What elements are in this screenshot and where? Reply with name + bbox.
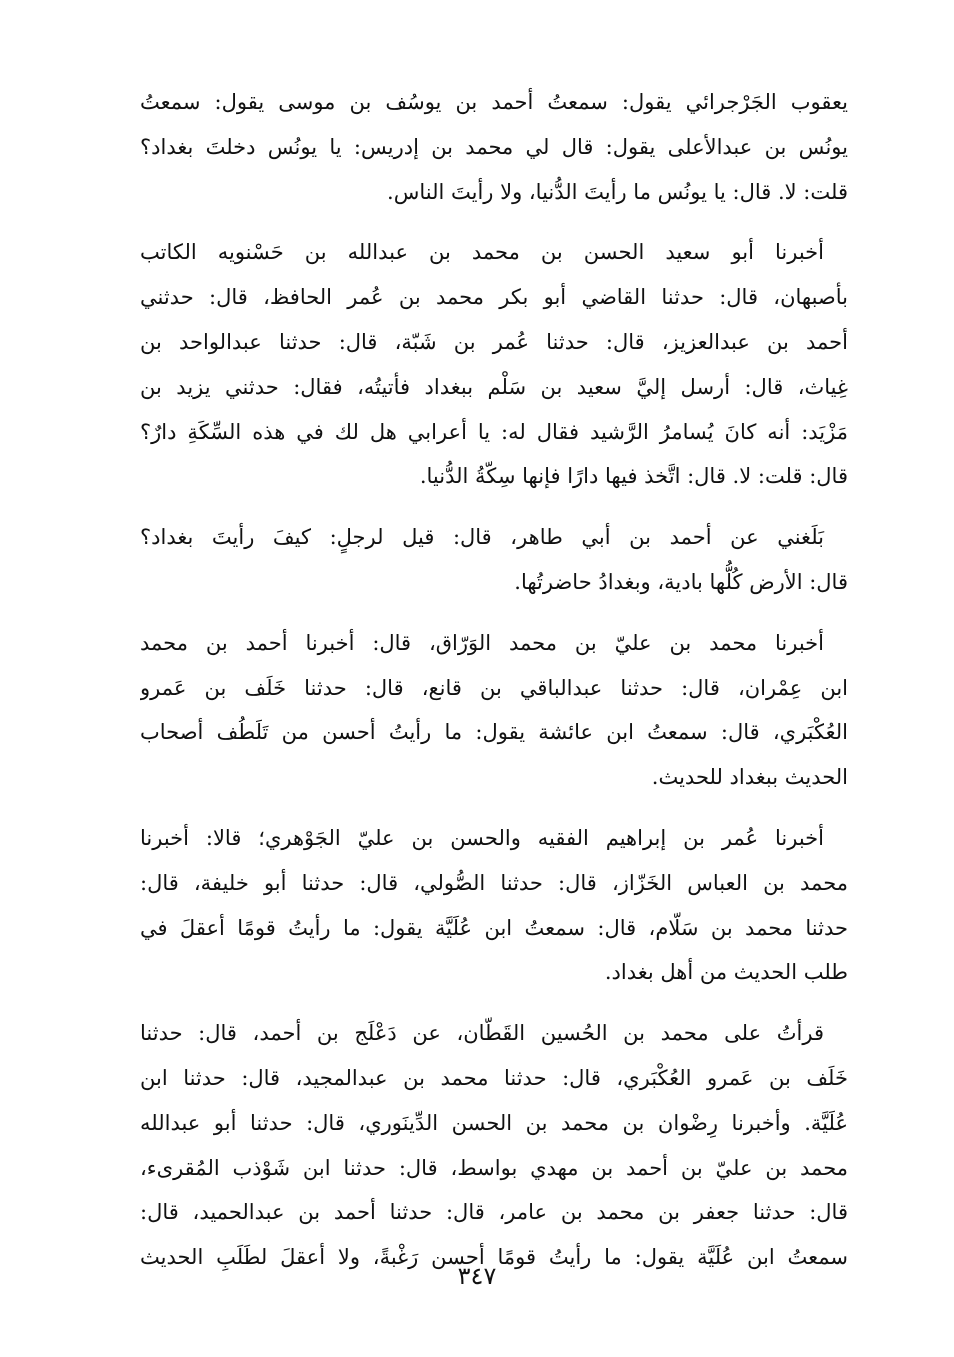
text-line: ابن عِمْران، قال: حدثنا عبدالباقي بن قانع، قال: حدثنا خَلَف بن عَمرو (140, 675, 848, 700)
paragraph (140, 816, 848, 995)
text-line: قرأتُ على محمد بن الحُسين القَطّان، عن دَعْلَج بن أحمد، قال: حدثنا (140, 1021, 824, 1046)
text-line: أخبرنا أبو سعيد الحسن بن محمد بن عبدالله بن حَسْنويه الكاتب (140, 240, 824, 265)
text-line: أحمد بن عبدالعزيز، قال: حدثنا عُمر بن شَبّة، قال: حدثنا عبدالواحد بن (140, 329, 848, 354)
text-line: الحديث ببغداد للحديث. (651, 765, 848, 790)
text-line: العُكْبَري، قال: سمعتُ ابن عائشة يقول: ما رأيتُ أحسن من تَلَطُف أصحاب (140, 720, 848, 745)
text-line: يونُس بن عبدالأعلى يقول: قال لي محمد بن إدريس: يا يونُس دخلتَ بغداد؟ (140, 134, 848, 159)
text-line: سمعتُ ابن عُلَيَّة يقول: ما رأيتُ قومًا أحسن رَغْبةً، ولا أعقلَ لطَلَبِ الحديث (140, 1245, 848, 1270)
text-line: مَزْيَد: أنه كانَ يُسامرُ الرَّشيد فقال له: يا أعرابي هل لك في هذه السِّكَةِ دارٌ؟ (140, 419, 848, 444)
paragraph (140, 515, 848, 605)
paragraph (140, 621, 848, 800)
text-line: قال: حدثنا جعفر بن محمد بن عامر، قال: حدثنا أحمد بن عبدالحميد، قال: (140, 1200, 848, 1225)
body-text (140, 80, 848, 1280)
text-line: محمد بن العباس الخَزّاز، قال: حدثنا الصُّولي، قال: حدثنا أبو خليفة، قال: (140, 870, 848, 895)
text-line: بأصبهان، قال: حدثنا القاضي أبو بكر محمد بن عُمر الحافظ، قال: حدثني (140, 285, 848, 310)
page-number: ٣٤٧ (457, 1262, 497, 1290)
text-line: طلب الحديث من أهل بغداد. (604, 960, 848, 985)
text-line: محمد بن عليّ بن أحمد بن مهدي بواسط، قال: حدثنا ابن شَوْذب المُقرىء، (140, 1155, 848, 1180)
text-line: خَلَف بن عَمرو العُكْبَري، قال: حدثنا محمد بن عبدالمجيد، قال: حدثنا ابن (140, 1065, 848, 1090)
text-line: حدثنا محمد بن سَلّام، قال: سمعتُ ابن عُلَيَّة يقول: ما رأيتُ قومًا أعقلَ في (140, 915, 848, 940)
paragraph (140, 1011, 848, 1280)
text-line: قلت: لا. قال: يا يونُس ما رأيتَ الدُّنيا، ولا رأيتَ الناس. (387, 179, 848, 204)
text-line: قال: قلت: لا. قال: اتَّخذ فيها دارًا فإنها سِكّةُ الدُّنيا. (419, 464, 848, 489)
paragraph (140, 230, 848, 499)
text-line: أخبرنا محمد بن عليّ بن محمد الوَرّاق، قال: أخبرنا أحمد بن محمد (140, 630, 824, 655)
paragraph (140, 80, 848, 214)
text-line: عُلَيَّة. وأخبرنا رِضْوان بن محمد بن الحسن الدِّينَوري، قال: حدثنا أبو عبدالله (140, 1110, 848, 1135)
text-line: أخبرنا عُمر بن إبراهيم الفقيه والحسن بن عليّ الجَوْهري؛ قالا: أخبرنا (140, 825, 824, 850)
text-line: قال: الأرض كُلُّها بادية، وبغدادُ حاضرتُها. (514, 569, 848, 594)
text-line: غِياث، قال: أرسل إليَّ سعيد بن سَلْم ببغداد فأتيتُه، فقال: حدثني يزيد بن (140, 374, 848, 399)
text-line: يعقوب الجَرْجرائي يقول: سمعتُ أحمد بن يوسُف بن موسى يقول: سمعتُ (140, 90, 848, 114)
text-line: بَلَغني عن أحمد بن أبي طاهر، قال: قيل لرجلٍ: كيفَ رأيتَ بغداد؟ (140, 525, 824, 550)
